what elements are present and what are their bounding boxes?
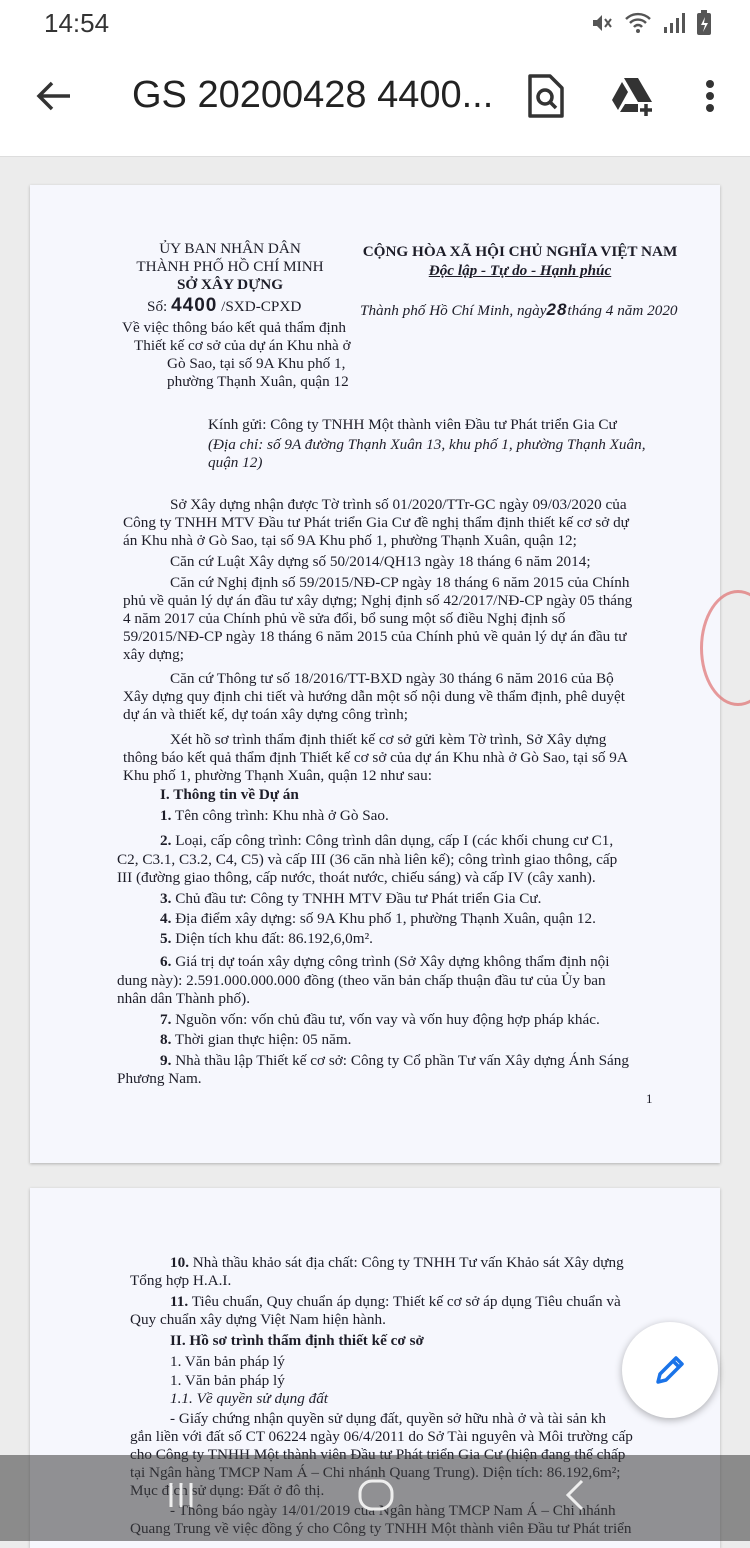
edit-fab-button[interactable] (622, 1322, 718, 1418)
address-line-2: quận 12) (208, 454, 263, 471)
p2-body: - Giấy chứng nhận quyền sử dụng đất, quyền sở hữu nhà ở và tài sản kh (170, 1410, 606, 1427)
body-line: Căn cứ Nghị định số 59/2015/NĐ-CP ngày 18 tháng 6 năm 2015 của Chính (170, 574, 630, 591)
date-day: 28 (546, 300, 568, 319)
item-text: Loại, cấp công trình: Công trình dân dụng, cấp I (các khối chung cư C1, (175, 832, 614, 849)
body-line: Căn cứ Thông tư số 18/2016/TT-BXD ngày 30 tháng 6 năm 2016 của Bộ (170, 670, 614, 687)
item-number: 11. (170, 1293, 189, 1310)
item-4 (160, 909, 596, 928)
body-line: Xét hồ sơ trình thẩm định thiết kế cơ sở gửi kèm Tờ trình, Sở Xây dựng (170, 731, 607, 748)
p2-sub1b: 1. Văn bản pháp lý (170, 1372, 285, 1389)
item-2-line-3: III (đường giao thông, cấp nước, thoát nước, chiếu sáng) và cấp IV (cây xanh). (117, 869, 596, 886)
p2-sub11: 1.1. Về quyền sử dụng đất (170, 1390, 329, 1407)
item-text: Giá trị dự toán xây dựng công trình (Sở Xây dựng không thẩm định nội (175, 953, 610, 970)
item-text: Nhà thầu lập Thiết kế cơ sở: Công ty Cổ phần Tư vấn Xây dựng Ánh Sáng (175, 1052, 629, 1069)
add-to-drive-icon[interactable] (610, 74, 656, 118)
item-5 (160, 929, 373, 948)
item-text: Nguồn vốn: vốn chủ đầu tư, vốn vay và vốn huy động hợp pháp khác. (175, 1011, 600, 1028)
item-text: Nhà thầu khảo sát địa chất: Công ty TNHH Tư vấn Khảo sát Xây dựng (192, 1254, 624, 1271)
item-number: 5. (160, 930, 172, 947)
item-text: Tiêu chuẩn, Quy chuẩn áp dụng: Thiết kế cơ sở áp dụng Tiêu chuẩn và (191, 1293, 621, 1310)
document-page-1 (30, 185, 720, 1163)
item-6-line-3: nhân dân Thành phố). (117, 990, 251, 1007)
item-number: 4. (160, 910, 172, 927)
body-line: thông báo kết quả thẩm định Thiết kế cơ sở của dự án Khu nhà ở Gò Sao, tại số 9A (123, 749, 628, 766)
recent-apps-icon[interactable] (166, 1475, 196, 1515)
subject-line-2: Thiết kế cơ sở của dự án Khu nhà ở (134, 337, 351, 354)
document-number (147, 296, 301, 316)
number-handwritten: 4400 (171, 295, 218, 316)
item-9-line-2: Phương Nam. (117, 1070, 202, 1087)
back-nav-icon[interactable] (560, 1475, 590, 1515)
subject-line-4: phường Thạnh Xuân, quận 12 (167, 373, 349, 390)
address-line-1: (Địa chỉ: số 9A đường Thạnh Xuân 13, khu phố 1, phường Thạnh Xuân, (208, 436, 646, 453)
section-1-title: I. Thông tin về Dự án (160, 786, 299, 803)
recipient: Kính gửi: Công ty TNHH Một thành viên Đầu tư Phát triển Gia Cư (208, 416, 617, 433)
item-text: Chủ đầu tư: Công ty TNHH MTV Đầu tư Phát triển Gia Cư. (175, 890, 542, 907)
item-number: 3. (160, 890, 172, 907)
item-number: 9. (160, 1052, 172, 1069)
body-line: xây dựng; (123, 646, 184, 663)
item-number: 2. (160, 832, 172, 849)
page-number: 1 (646, 1091, 653, 1106)
back-arrow-icon[interactable] (34, 76, 74, 116)
pencil-icon (652, 1352, 688, 1388)
body-line: án Khu nhà ở Gò Sao, tại số 9A Khu phố 1, phường Thạnh Xuân, quận 12; (123, 532, 577, 549)
item-number: 7. (160, 1011, 172, 1028)
p2-line: Quy chuẩn xây dựng Việt Nam hiện hành. (130, 1311, 386, 1328)
body-line: 4 năm 2017 của Chính phủ về sửa đổi, bổ sung một số điều Nghị định số (123, 610, 566, 627)
item-2-line-2: C2, C3.1, C3.2, C4, C5) và cấp III (36 căn nhà liên kế); công trình giao thông, cấp (117, 851, 618, 868)
body-line: Xây dựng quy định chi tiết và hướng dẫn một số nội dung về thẩm định, phê duyệt (123, 688, 625, 705)
item-number: 1. (160, 807, 172, 824)
more-options-icon[interactable] (700, 74, 720, 118)
status-bar (0, 0, 750, 44)
item-1 (160, 806, 389, 825)
item-3 (160, 889, 541, 908)
item-text: Thời gian thực hiện: 05 năm. (174, 1031, 352, 1048)
item-8 (160, 1030, 351, 1049)
item-number: 6. (160, 953, 172, 970)
p2-sub1: 1. Văn bản pháp lý (170, 1353, 285, 1370)
body-line: phủ về quản lý dự án đầu tư xây dựng; Nghị định số 42/2017/NĐ-CP ngày 05 tháng (123, 592, 633, 609)
p2-line: Tổng hợp H.A.I. (130, 1272, 232, 1289)
item-6-line-2: dung này): 2.591.000.000.000 đồng (theo văn bản chấp thuận đầu tư của Ủy ban (117, 972, 606, 989)
p2-body: gắn liền với đất số CT 06224 ngày 06/4/2011 do Sở Tài nguyên và Môi trường cấp (130, 1428, 633, 1445)
item-2 (160, 831, 613, 850)
body-line: Công ty TNHH MTV Đầu tư Phát triển Gia Cư đề nghị thẩm định thiết kế cơ sở dự (123, 514, 629, 531)
app-bar (0, 44, 750, 157)
item-6 (160, 952, 610, 971)
mute-icon (590, 11, 614, 35)
search-document-icon[interactable] (526, 74, 566, 118)
number-suffix: /SXD-CPXD (221, 298, 302, 315)
item-number: 8. (160, 1031, 172, 1048)
home-icon[interactable] (356, 1475, 396, 1515)
subject-line-3: Gò Sao, tại số 9A Khu phố 1, (167, 355, 346, 372)
p2-line (170, 1253, 624, 1272)
left-header-line-3: SỞ XÂY DỰNG (176, 276, 284, 293)
status-icons (590, 10, 712, 36)
item-number: 10. (170, 1254, 189, 1271)
right-header-line-2: Độc lập - Tự do - Hạnh phúc (428, 262, 612, 279)
date-before: Thành phố Hồ Chí Minh, ngày (360, 302, 547, 319)
body-line: Căn cứ Luật Xây dựng số 50/2014/QH13 ngày 18 tháng 6 năm 2014; (170, 553, 591, 570)
document-title: GS 20200428 4400... (132, 74, 494, 116)
status-time: 14:54 (44, 8, 110, 38)
wifi-icon (624, 11, 652, 35)
left-header-line-1: ỦY BAN NHÂN DÂN (159, 240, 301, 257)
body-line: 59/2015/NĐ-CP ngày 18 tháng 6 năm 2015 của Chính phủ về quản lý dự án đầu tư (123, 628, 627, 645)
navigation-bar (0, 1455, 750, 1541)
item-text: Diện tích khu đất: 86.192,6,0m². (175, 930, 373, 947)
body-line: Khu phố 1, phường Thạnh Xuân, quận 12 như sau: (123, 767, 432, 784)
body-line: dự án và thiết kế, dự toán xây dựng công trình; (123, 706, 408, 723)
item-7 (160, 1010, 600, 1029)
date-after: tháng 4 năm 2020 (567, 302, 678, 319)
body-line: Sở Xây dựng nhận được Tờ trình số 01/2020/TTr-GC ngày 09/03/2020 của (170, 496, 627, 513)
section-2-title: II. Hồ sơ trình thẩm định thiết kế cơ sở (170, 1332, 424, 1349)
right-header-line-1: CỘNG HÒA XÃ HỘI CHỦ NGHĨA VIỆT NAM (362, 243, 678, 260)
item-text: Tên công trình: Khu nhà ở Gò Sao. (174, 807, 389, 824)
p2-line (170, 1292, 621, 1311)
subject-line-1: Về việc thông báo kết quả thẩm định (122, 319, 346, 336)
battery-icon (696, 10, 712, 36)
signal-icon (662, 11, 686, 35)
left-header-line-2: THÀNH PHỐ HỒ CHÍ MINH (136, 258, 324, 275)
item-9 (160, 1051, 629, 1070)
item-text: Địa điểm xây dựng: số 9A Khu phố 1, phường Thạnh Xuân, quận 12. (175, 910, 596, 927)
number-prefix: Số: (147, 298, 168, 315)
document-date (360, 300, 678, 320)
